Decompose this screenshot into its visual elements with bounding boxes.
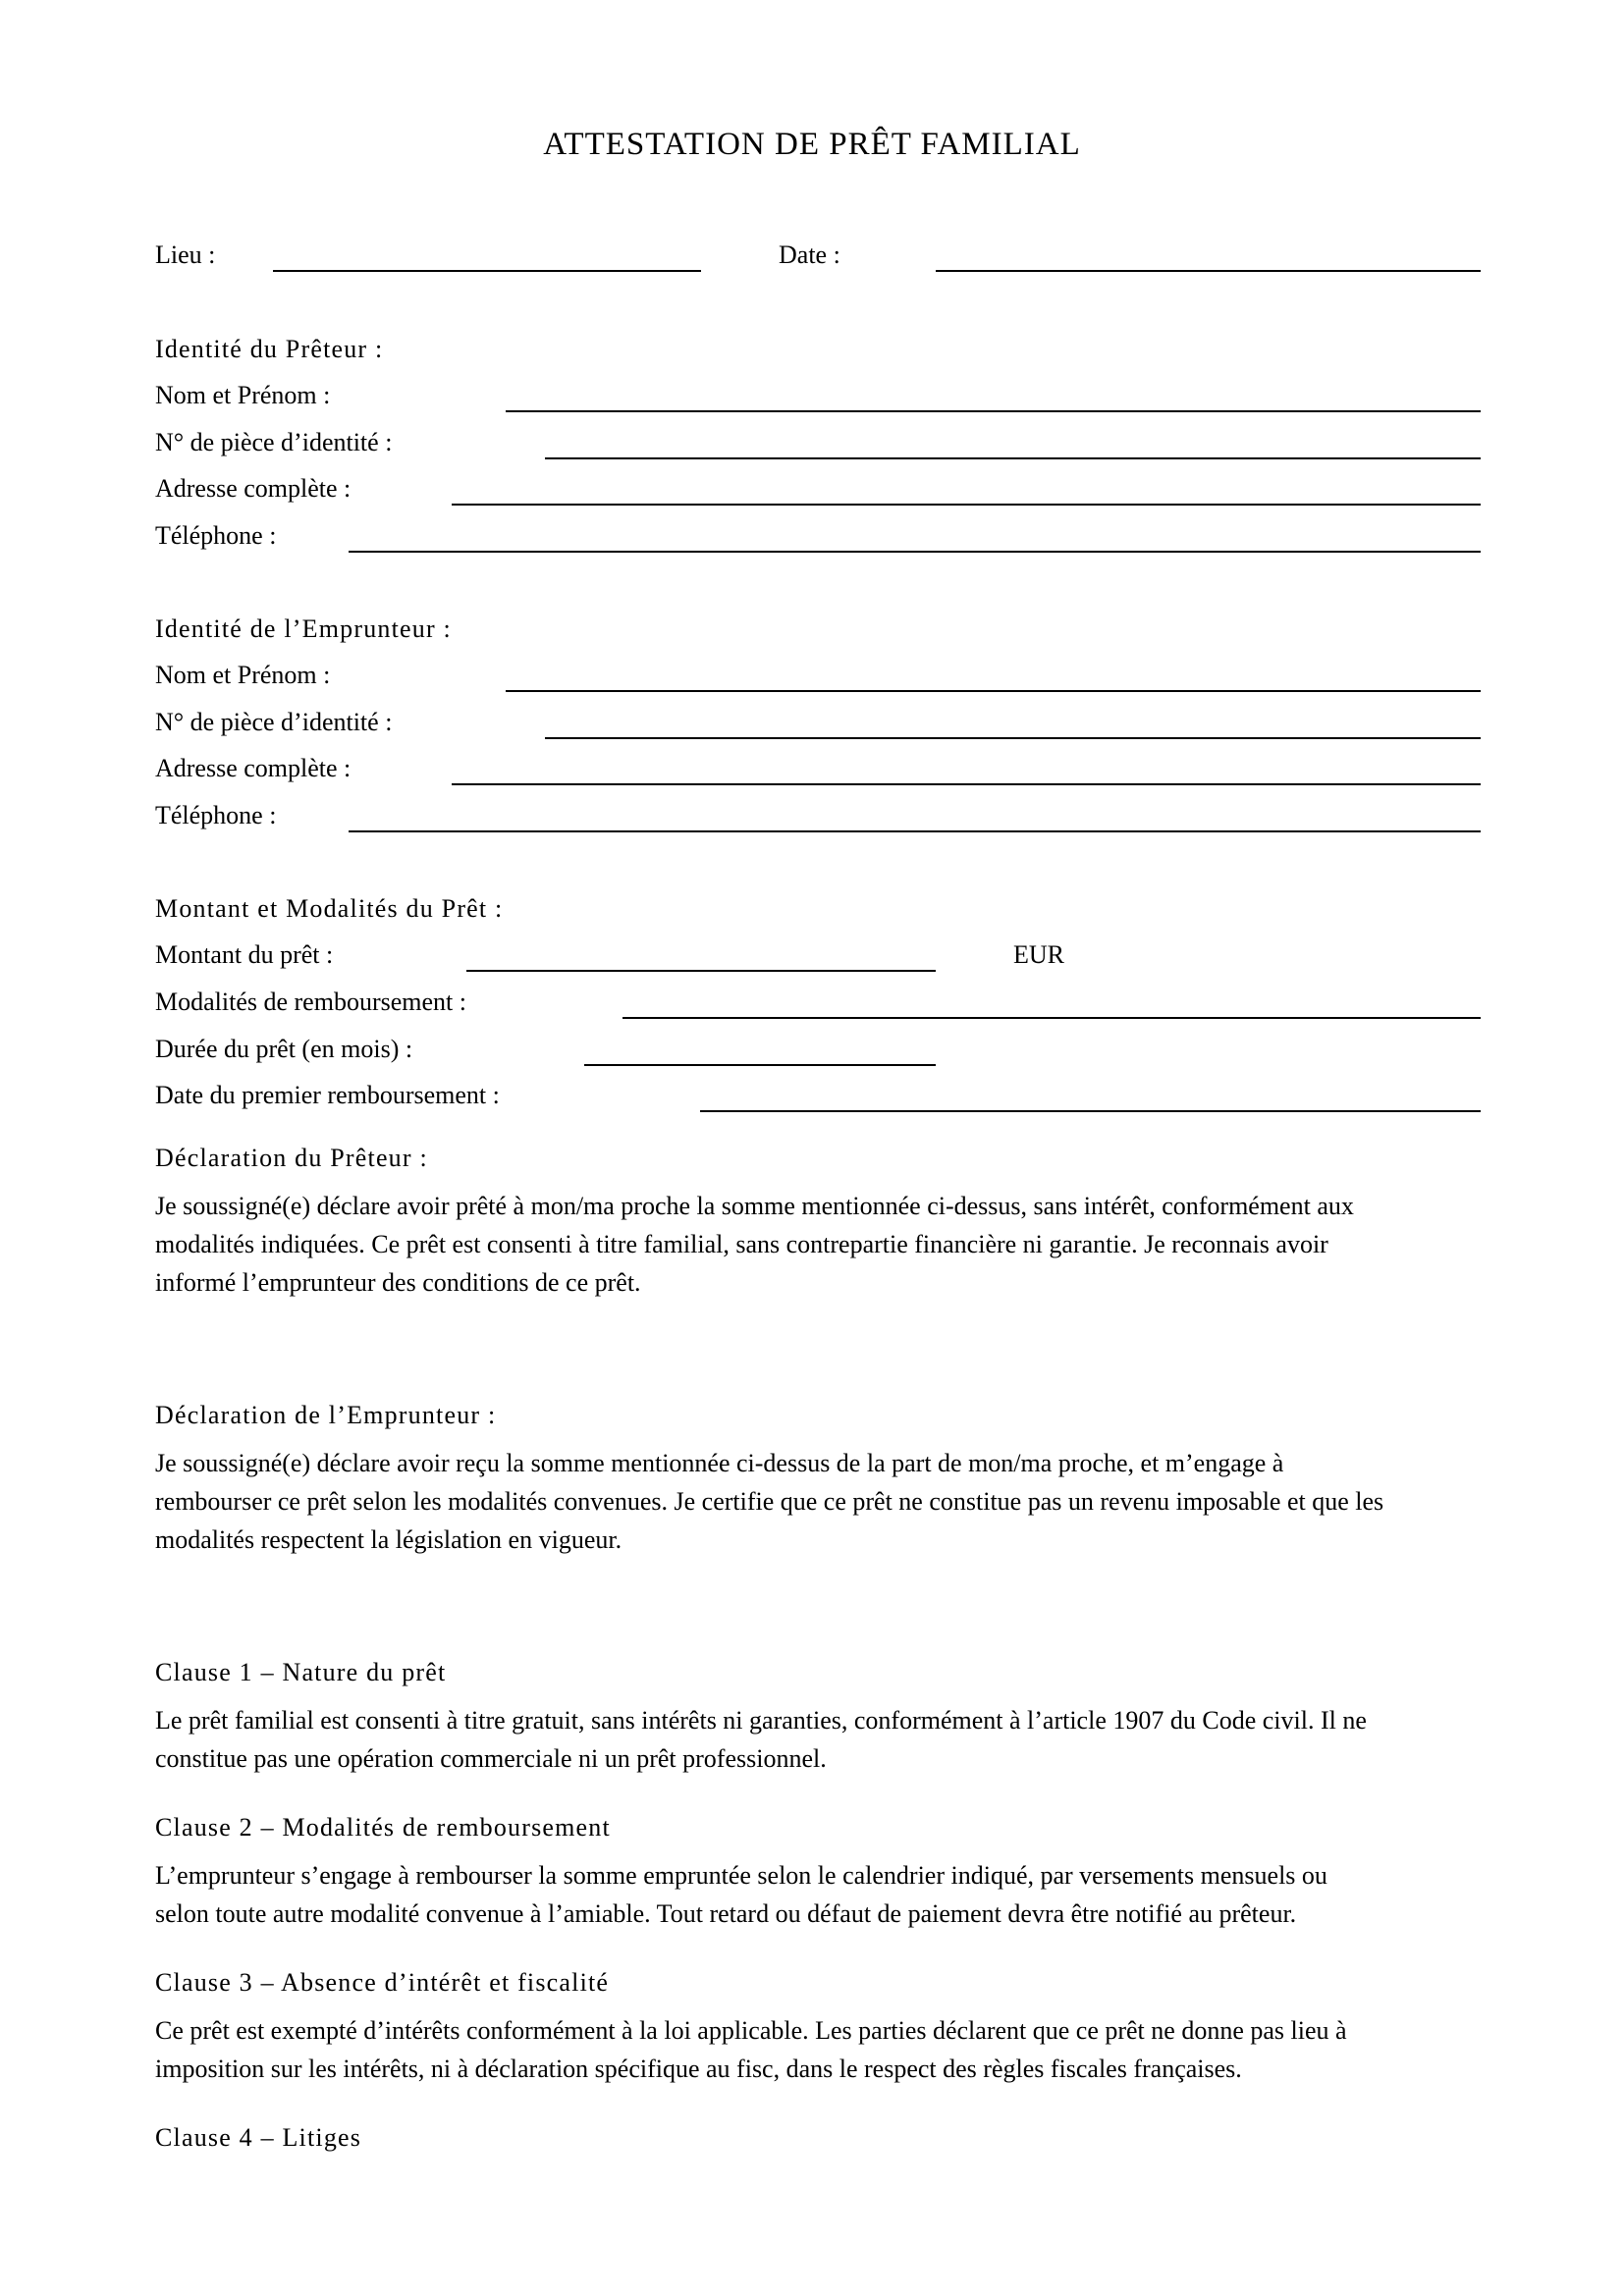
montant-label: Montant du prêt : — [155, 940, 334, 969]
modalites-field[interactable] — [623, 1017, 1481, 1019]
document-title: ATTESTATION DE PRÊT FAMILIAL — [543, 127, 1081, 162]
clause-3-heading: Clause 3 – Absence d’intérêt et fiscalité — [155, 1968, 610, 1997]
date-label: Date : — [779, 240, 840, 269]
duree-field[interactable] — [584, 1064, 936, 1066]
pret-section-heading: Montant et Modalités du Prêt : — [155, 894, 504, 923]
clause-2-text — [155, 1856, 1481, 1933]
paragraph-line: modalités indiquées. Ce prêt est consenti à titre familial, sans contrepartie financière ni garantie. Je reconnais avoir — [155, 1230, 1328, 1258]
preteur-section-heading: Identité du Prêteur : — [155, 335, 384, 363]
emprunteur-nom-field[interactable] — [506, 690, 1481, 692]
clause-4-heading: Clause 4 – Litiges — [155, 2123, 362, 2152]
preteur-telephone-label: Téléphone : — [155, 521, 277, 550]
emprunteur-section-heading: Identité de l’Emprunteur : — [155, 614, 452, 643]
declaration-preteur-text — [155, 1187, 1481, 1302]
declaration-preteur-heading: Déclaration du Prêteur : — [155, 1144, 428, 1172]
preteur-piece-label: N° de pièce d’identité : — [155, 428, 393, 456]
modalites-label: Modalités de remboursement : — [155, 988, 466, 1016]
montant-field[interactable] — [466, 970, 936, 972]
paragraph-line: imposition sur les intérêts, ni à déclaration spécifique au fisc, dans le respect des règles fiscales françaises. — [155, 2055, 1242, 2083]
preteur-nom-label: Nom et Prénom : — [155, 381, 331, 409]
emprunteur-adresse-label: Adresse complète : — [155, 754, 352, 782]
clause-2-heading: Clause 2 – Modalités de remboursement — [155, 1813, 611, 1842]
paragraph-line: modalités respectent la législation en vigueur. — [155, 1525, 623, 1554]
clause-3-text — [155, 2011, 1481, 2088]
emprunteur-piece-field[interactable] — [545, 737, 1481, 739]
paragraph-line: L’emprunteur s’engage à rembourser la somme empruntée selon le calendrier indiqué, par versements mensuels ou — [155, 1861, 1327, 1890]
lieu-label: Lieu : — [155, 240, 216, 269]
declaration-emprunteur-heading: Déclaration de l’Emprunteur : — [155, 1401, 497, 1429]
emprunteur-telephone-field[interactable] — [349, 830, 1481, 832]
paragraph-line: Je soussigné(e) déclare avoir prêté à mon/ma proche la somme mentionnée ci-dessus, sans intérêt, conformément aux — [155, 1192, 1354, 1220]
clause-1-heading: Clause 1 – Nature du prêt — [155, 1658, 447, 1686]
lieu-field[interactable] — [273, 270, 701, 272]
preteur-nom-field[interactable] — [506, 410, 1481, 412]
paragraph-line: rembourser ce prêt selon les modalités convenues. Je certifie que ce prêt ne constitue pas un revenu imposable et que les — [155, 1487, 1384, 1516]
preteur-adresse-field[interactable] — [452, 504, 1481, 506]
premier-remboursement-field[interactable] — [700, 1110, 1481, 1112]
paragraph-line: Le prêt familial est consenti à titre gratuit, sans intérêts ni garanties, conformément à l’article 1907 du Code civil. Il ne — [155, 1706, 1367, 1735]
emprunteur-adresse-field[interactable] — [452, 783, 1481, 785]
paragraph-line: informé l’emprunteur des conditions de ce prêt. — [155, 1268, 641, 1297]
paragraph-line: Je soussigné(e) déclare avoir reçu la somme mentionnée ci-dessus de la part de mon/ma proche, et m’engage à — [155, 1449, 1284, 1477]
currency-label: EUR — [1013, 940, 1064, 969]
emprunteur-nom-label: Nom et Prénom : — [155, 661, 331, 689]
emprunteur-piece-label: N° de pièce d’identité : — [155, 708, 393, 736]
clause-1-text — [155, 1701, 1481, 1778]
date-field[interactable] — [936, 270, 1481, 272]
paragraph-line: constitue pas une opération commerciale ni un prêt professionnel. — [155, 1744, 827, 1773]
premier-remboursement-label: Date du premier remboursement : — [155, 1081, 500, 1109]
emprunteur-telephone-label: Téléphone : — [155, 801, 277, 829]
paragraph-line: Ce prêt est exempté d’intérêts conformément à la loi applicable. Les parties déclarent que ce prêt ne donne pas lieu à — [155, 2016, 1347, 2045]
duree-label: Durée du prêt (en mois) : — [155, 1035, 413, 1063]
paragraph-line: selon toute autre modalité convenue à l’amiable. Tout retard ou défaut de paiement devra être notifié au prêteur. — [155, 1899, 1297, 1928]
preteur-adresse-label: Adresse complète : — [155, 474, 352, 503]
preteur-piece-field[interactable] — [545, 457, 1481, 459]
preteur-telephone-field[interactable] — [349, 551, 1481, 553]
declaration-emprunteur-text — [155, 1444, 1481, 1559]
